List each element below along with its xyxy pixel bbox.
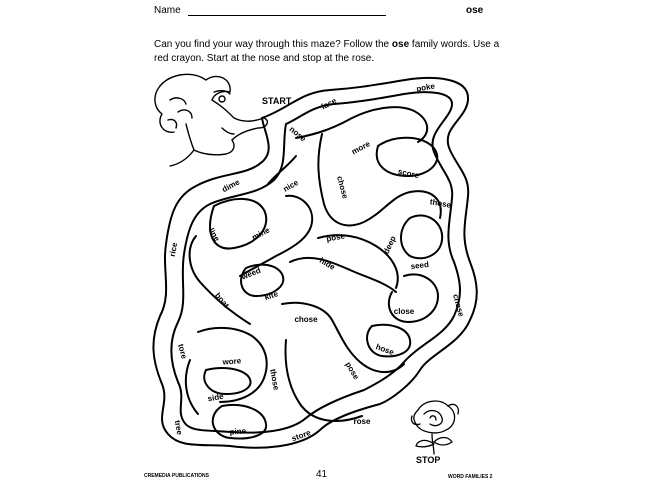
maze-word: chose [294,315,318,324]
publisher-label: CREMEDIA PUBLICATIONS [144,473,209,479]
maze-corridor [186,360,198,414]
start-label: START [262,96,292,106]
family-tag: ose [466,5,484,16]
maze-word: poke [415,81,436,94]
maze-corridor [204,368,250,394]
maze-word: rice [167,241,180,258]
maze-word: chose [335,175,350,200]
maze-word: line [206,226,222,243]
maze-word: side [206,391,225,404]
maze-word: chose [451,293,466,318]
maze-word: dime [220,177,242,195]
maze-corridor [401,215,442,258]
maze-word: pine [229,426,247,437]
maze-word: those [429,197,452,210]
maze-word: seed [410,260,430,271]
maze-word: nose [287,124,308,144]
maze-word: wore [222,356,242,367]
instructions-part2: family words. Use a red crayon. Start at the nose and stop at the rose. [154,39,500,64]
series-label: WORD FAMILIES 2 [448,474,493,480]
maze-corridor [282,303,404,372]
instructions-highlight: ose [391,39,410,50]
maze-word: hose [374,342,396,358]
maze-word: hide [317,255,337,272]
maze-words [168,81,466,443]
maze-word: deep [381,234,398,256]
maze-corridor [290,255,396,292]
maze-word: more [350,139,372,157]
maze-word: mine [250,225,272,243]
maze-word: score [397,166,420,181]
maze-word: face [319,96,339,112]
maze-word: weed [240,265,263,282]
page-number: 41 [316,469,328,480]
instructions-part1: Can you find your way through this maze? Follow the [154,39,392,50]
rose-drawing [411,401,458,454]
maze-word: nice [281,177,300,194]
maze-word: pose [325,231,346,244]
maze-word: tore [176,342,189,360]
maze-corridor [210,199,266,249]
woman-face-drawing [155,74,267,166]
maze-word: kite [263,289,280,303]
name-label: Name [154,5,181,16]
maze-word: store [290,428,312,444]
stop-label: STOP [416,455,441,465]
maze-word: boat [213,291,231,310]
maze-word: rose [353,417,371,426]
maze-word: those [268,368,281,391]
maze-word: close [393,307,415,316]
maze-word: tree [172,419,185,436]
maze-word: pose [343,360,361,382]
